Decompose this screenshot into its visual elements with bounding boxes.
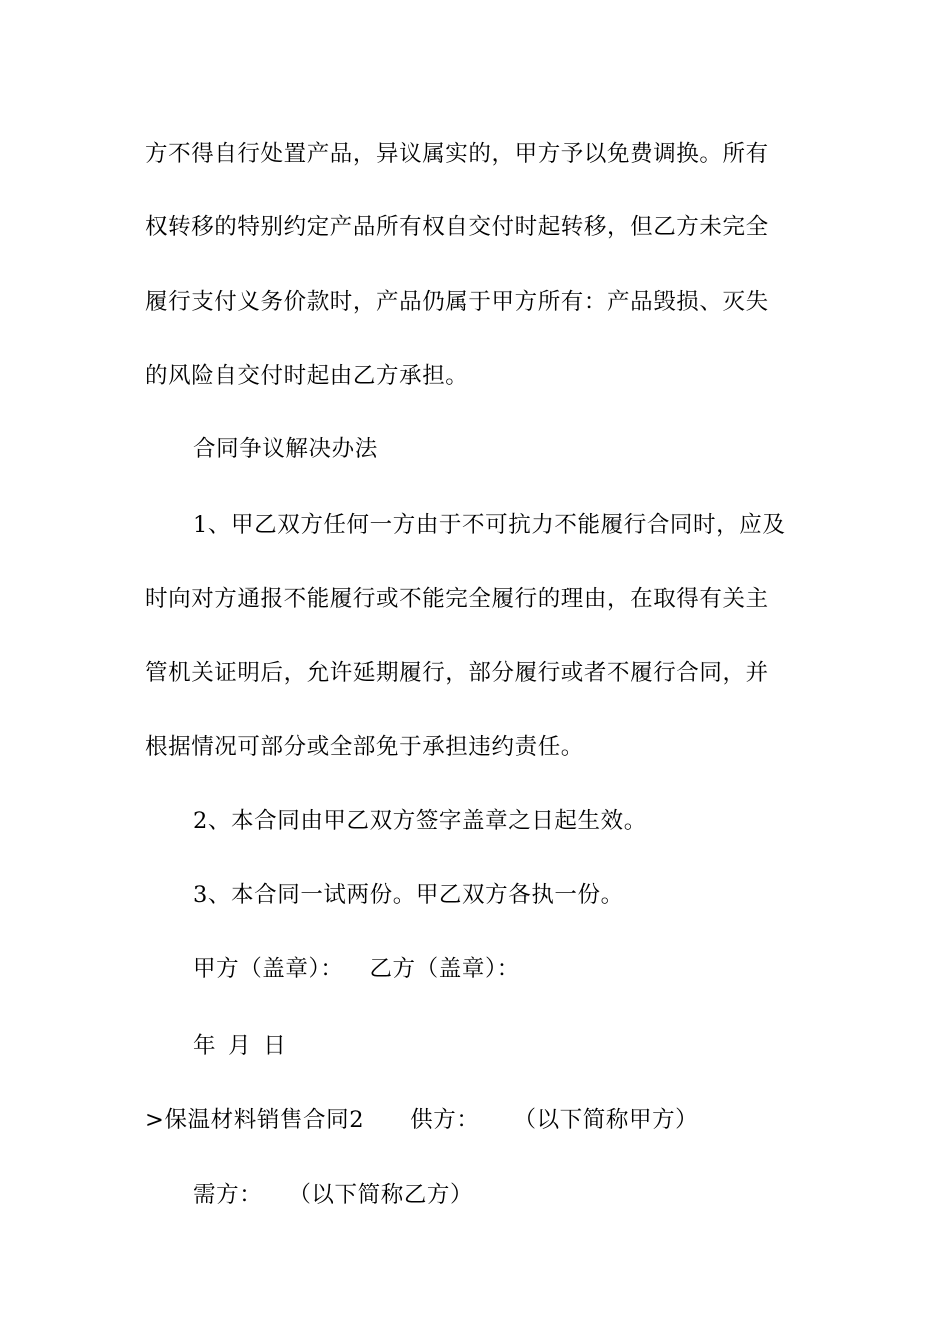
paragraph-line: 的风险自交付时起由乙方承担。: [145, 363, 469, 389]
date-year: 年: [193, 1033, 217, 1059]
clause-line: 根据情况可部分或全部免于承担违约责任。: [145, 734, 584, 760]
date-day: 日: [263, 1033, 287, 1059]
supplier-note: （以下简称甲方）: [513, 1107, 699, 1133]
next-contract-title: >保温材料销售合同2: [145, 1107, 365, 1133]
next-contract-header: [145, 1105, 698, 1135]
paragraph-line: 权转移的特别约定产品所有权自交付时起转移，但乙方未完全: [145, 214, 769, 240]
supplier-label: 供方：: [410, 1107, 480, 1133]
party-a-signature: 甲方（盖章）：: [193, 956, 344, 982]
date-line: [193, 1031, 286, 1061]
party-b-signature: 乙方（盖章）：: [369, 956, 520, 982]
clause-line: 管机关证明后，允许延期履行，部分履行或者不履行合同，并: [145, 660, 769, 686]
buyer-note: （以下简称乙方）: [288, 1182, 474, 1208]
clause-line: 时向对方通报不能履行或不能完全履行的理由，在取得有关主: [145, 586, 769, 612]
date-month: 月: [228, 1033, 252, 1059]
clause-line: 1、甲乙双方任何一方由于不可抗力不能履行合同时，应及: [193, 512, 786, 538]
clause-line: 2、本合同由甲乙双方签字盖章之日起生效。: [193, 808, 647, 834]
clause-line: 3、本合同一试两份。甲乙双方各执一份。: [193, 882, 624, 908]
section-heading: 合同争议解决办法: [193, 436, 378, 462]
signature-line: [193, 954, 520, 984]
buyer-line: [193, 1180, 473, 1210]
paragraph-line: 履行支付义务价款时，产品仍属于甲方所有：产品毁损、灭失: [145, 289, 769, 315]
paragraph-line: 方不得自行处置产品，异议属实的，甲方予以免费调换。所有: [145, 141, 769, 167]
buyer-label: 需方：: [193, 1182, 263, 1208]
